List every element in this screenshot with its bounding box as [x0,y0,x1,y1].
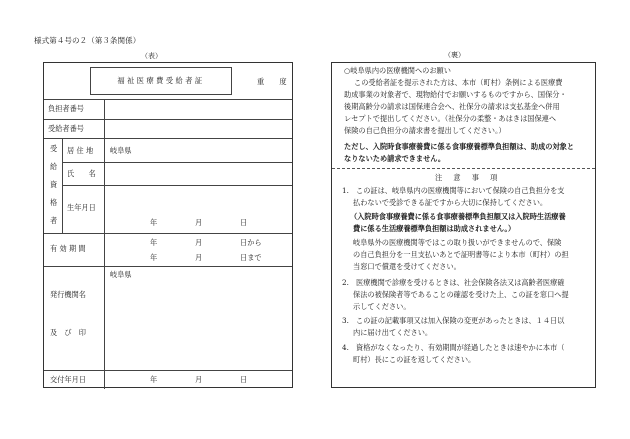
dob-year-unit: 年 [150,218,158,227]
row-divider [62,185,292,186]
notice-line: 助成事業の対象者で、現物給付でお願いするものですから、国保分・ [344,90,567,99]
caution-line: 保法の被保険者等であることの確認を受けた上、この証を窓口へ提 [353,290,569,299]
issuer-value: 岐阜県 [110,270,132,279]
caution-line: 2. 医療機関で診療を受けるときは、社会保険各法又は高齢者医療確 [342,278,565,287]
back-card [331,62,596,388]
notice-line: この受給者証を提示された方は、本市（町村）条例による医療費 [354,78,563,87]
front-side-label: （表） [141,52,162,60]
severity-label: 重 度 [257,77,291,86]
caution-line: 示してください。 [353,302,411,311]
row-divider [44,233,292,234]
title-box [90,67,232,95]
caution-line: 3. この証の記載事項又は加入保険の変更があったときは、１４日以 [342,316,565,325]
caution-line: 岐阜県外の医療機関等ではこの取り扱いができませんので、保険 [353,238,562,247]
caution-line: 払わないで受診できる証ですから大切に保持してください。 [353,198,548,207]
notice-bold-line: ただし、入院時食事療養費に係る食事療養標準負担額は、助成の対象と [344,142,575,151]
issue-day-unit: 日 [240,375,248,384]
validity-from-year-unit: 年 [150,238,158,247]
payer-number-label: 負担者番号 [48,104,84,113]
validity-label: 有 効 期 間 [50,244,86,253]
seal-field-label: 及 び 印 [50,328,86,337]
row-divider [44,266,292,267]
caution-line: 1. この証は、岐阜県内の医療機関等において保険の自己負担分を支 [342,186,565,195]
notice-line: 保険の自己負担分の請求書を提出してください。） [344,126,506,135]
notice-bold-line: なりないため請求できません。 [344,154,446,163]
column-divider [104,99,105,389]
dob-month-unit: 月 [195,218,203,227]
dob-day-unit: 日 [240,218,248,227]
validity-from-month-unit: 月 [195,238,203,247]
recipient-label-1: 受 [50,144,58,153]
certificate-title: 福祉医療費受給者証 [117,76,205,85]
row-divider [44,138,292,139]
notice-heading: ○岐阜県内の医療機関へのお願い [344,66,451,75]
back-side-label: （裏） [444,51,465,59]
address-label: 居 住 地 [67,146,94,155]
row-divider [44,99,292,100]
column-divider [62,138,63,233]
front-card [43,62,293,388]
validity-to-month-unit: 月 [195,253,203,262]
caution-line-bold: （入院時食事療養費に係る食事療養標準負担額又は入院時生活療養 [350,212,566,221]
dob-label: 生年月日 [67,203,96,212]
section-divider [332,168,595,169]
caution-line: の自己負担分を一旦支払いあとで証明書等により本市（町村）の担 [353,250,569,259]
caution-line: 内に届け出てください。 [353,328,433,337]
issue-month-unit: 月 [195,375,203,384]
cautions-title: 注 意 事 項 [435,173,500,182]
form-id: 様式第４号の２（第３条関係） [34,36,141,45]
row-divider [44,370,292,371]
notice-line: 後期高齢分の請求は国保連合会へ、社保分の請求は支払基金へ併用 [344,102,560,111]
validity-from-suffix: 日から [240,238,262,247]
recipient-label-2: 給 [50,162,58,171]
caution-line: 4. 資格がなくなったり、有効期間が経過したときは速やかに本市（ [342,343,565,352]
row-divider [62,162,292,163]
validity-to-suffix: 日まで [240,253,262,262]
validity-to-year-unit: 年 [150,253,158,262]
caution-line-bold: 費に係る生活療養標準負担額は助成されません。） [353,224,516,233]
recipient-label-5: 者 [50,216,58,225]
address-value: 岐阜県 [110,146,132,155]
issue-year-unit: 年 [150,375,158,384]
recipient-label-4: 格 [50,198,58,207]
caution-line: 町村）長にこの証を返してください。 [353,355,476,364]
name-label: 氏 名 [67,169,96,178]
notice-line: レセプトで提出してください。（社保分の柔整・あはきは国保連へ [344,114,557,123]
caution-line: 当窓口で償還を受けてください。 [353,262,461,271]
recipient-number-label: 受給者番号 [48,124,84,133]
row-divider [44,119,292,120]
issue-date-label: 交付年月日 [50,375,86,384]
recipient-label-3: 資 [50,180,58,189]
issuer-label: 発行機関名 [50,290,86,299]
